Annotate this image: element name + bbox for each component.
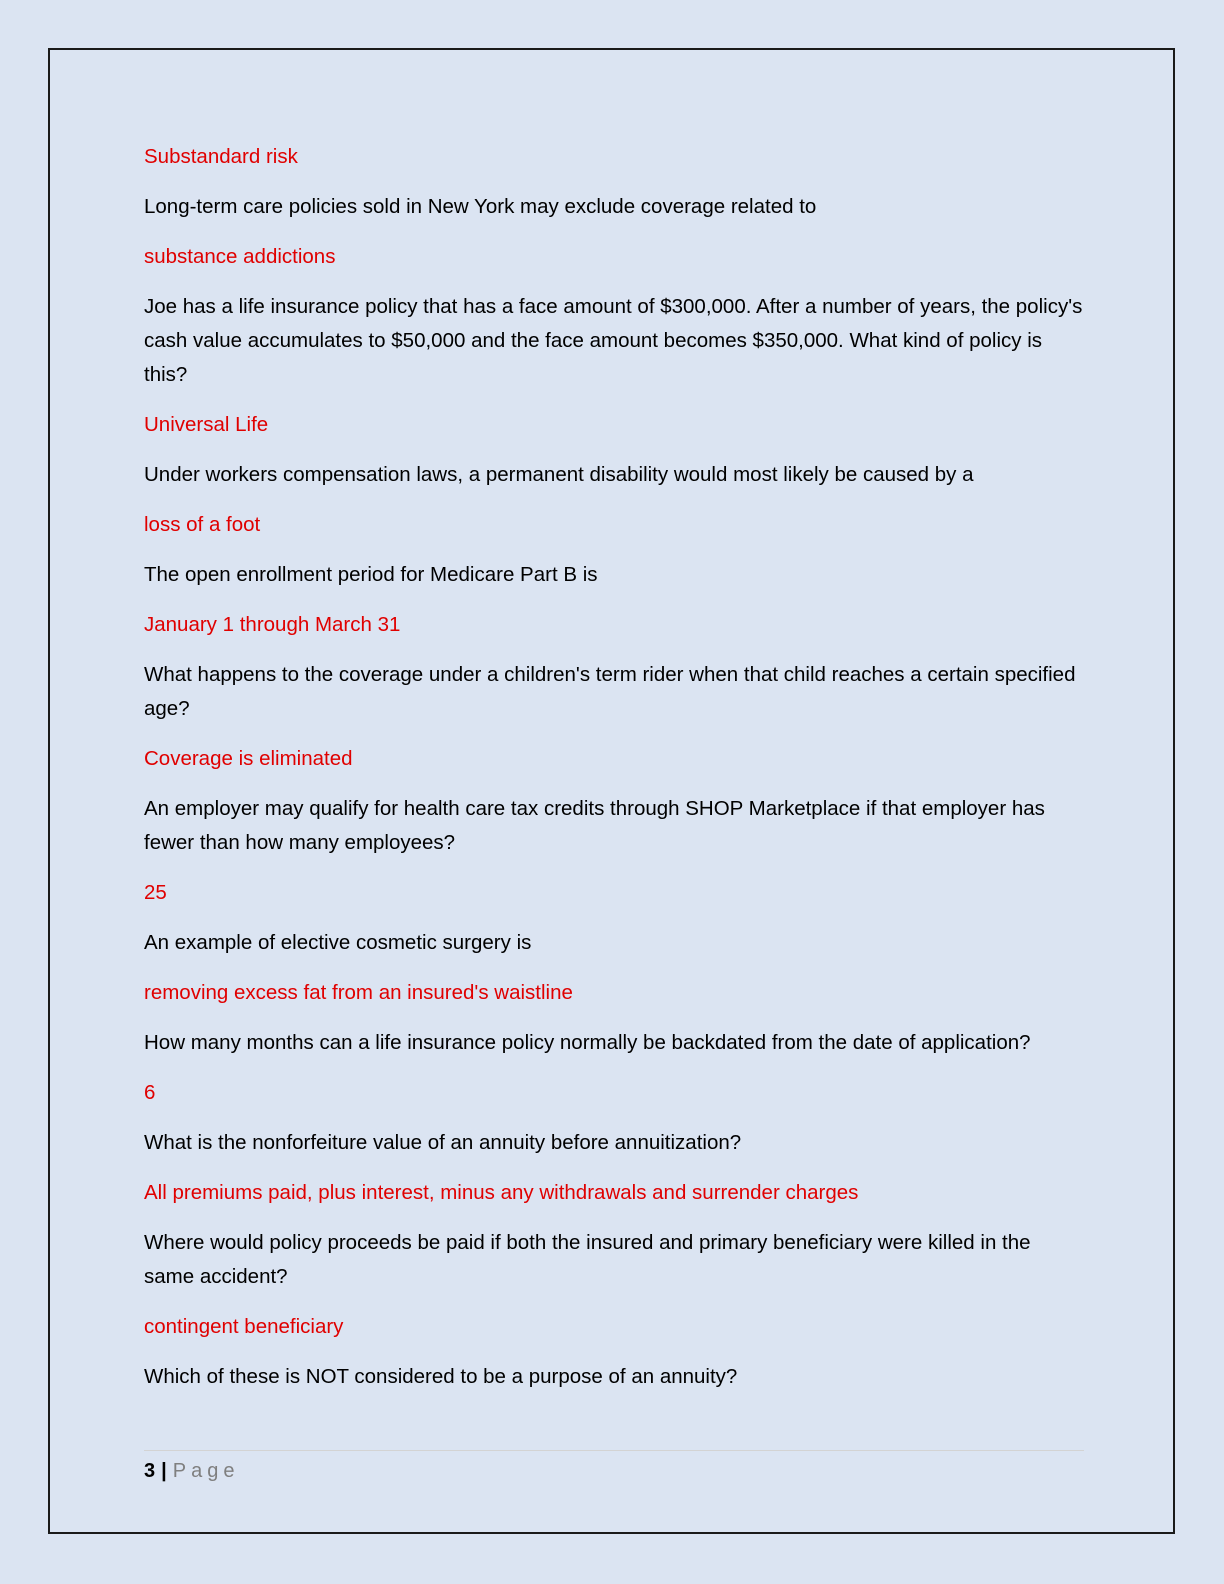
- answer-text: removing excess fat from an insured's waistline: [144, 981, 573, 1004]
- footer-separator: |: [161, 1460, 167, 1482]
- question-text: How many months can a life insurance policy normally be backdated from the date of application?: [144, 1031, 1031, 1054]
- question-text: Where would policy proceeds be paid if both the insured and primary beneficiary were killed in the same accident?: [144, 1231, 1031, 1288]
- question-text: The open enrollment period for Medicare Part B is: [144, 563, 598, 586]
- page-label: Page: [172, 1460, 240, 1482]
- answer-text: substance addictions: [144, 245, 336, 268]
- page-number: 3: [144, 1460, 156, 1482]
- answer-text: 25: [144, 881, 167, 904]
- answer-text: contingent beneficiary: [144, 1315, 344, 1338]
- question-text: What is the nonforfeiture value of an annuity before annuitization?: [144, 1131, 742, 1154]
- question-text: Which of these is NOT considered to be a purpose of an annuity?: [144, 1365, 738, 1388]
- page-footer: [144, 1454, 239, 1488]
- question-text: What happens to the coverage under a children's term rider when that child reaches a certain specified age?: [144, 663, 1076, 720]
- answer-text: January 1 through March 31: [144, 613, 401, 636]
- question-text: An example of elective cosmetic surgery is: [144, 931, 532, 954]
- answer-text: All premiums paid, plus interest, minus any withdrawals and surrender charges: [144, 1181, 859, 1204]
- question-text: Under workers compensation laws, a permanent disability would most likely be caused by a: [144, 463, 974, 486]
- question-text: Joe has a life insurance policy that has a face amount of $300,000. After a number of years, the policy's cash value accumulates to $50,000 and the face amount becomes $350,000. What kind of policy is this?: [144, 295, 1083, 386]
- footer-divider: [144, 1450, 1084, 1451]
- question-text: Long-term care policies sold in New York may exclude coverage related to: [144, 195, 817, 218]
- answer-text: Universal Life: [144, 413, 269, 436]
- answer-text: Substandard risk: [144, 145, 298, 168]
- answer-text: loss of a foot: [144, 513, 261, 536]
- answer-text: Coverage is eliminated: [144, 747, 353, 770]
- question-text: An employer may qualify for health care tax credits through SHOP Marketplace if that employer has fewer than how many employees?: [144, 797, 1045, 854]
- answer-text: 6: [144, 1081, 156, 1104]
- document-body: [144, 140, 1084, 1410]
